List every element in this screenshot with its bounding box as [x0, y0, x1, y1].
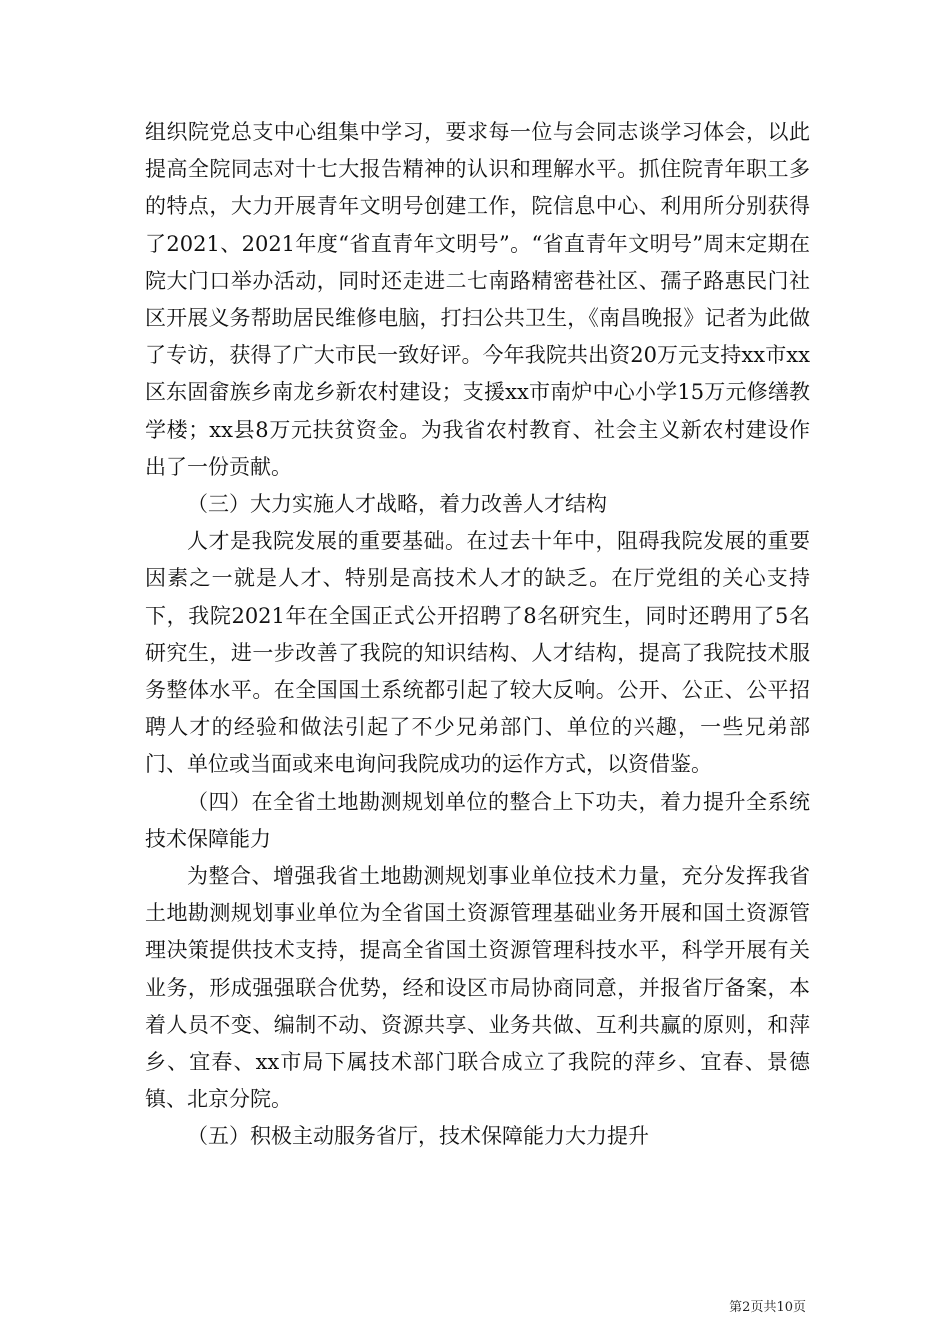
document-body — [145, 114, 810, 1156]
section-heading-three: （三）大力实施人才战略，着力改善人才结构 — [187, 492, 607, 517]
section-heading-four: （四）在全省土地勘测规划单位的整合上下功夫，着力提升全系统技术保障能力 — [145, 789, 810, 851]
page-number-footer: 第2页共10页 — [729, 1300, 806, 1315]
paragraph-integration: 为整合、增强我省土地勘测规划事业单位技术力量，充分发挥我省土地勘测规划事业单位为全省国土资源管理基础业务开展和国土资源管理决策提供技术支持，提高全省国土资源管理科技水平，科学开展有关业务，形成强强联合优势，经和设区市局协商同意，并报省厅备案，本着人员不变、编制不动、资源共享、业务共做、互利共赢的原则，和萍乡、宜春、xx市局下属技术部门联合成立了我院的萍乡、宜春、景德镇、北京分院。 — [145, 864, 810, 1112]
paragraph-continuation: 组织院党总支中心组集中学习，要求每一位与会同志谈学习体会，以此提高全院同志对十七大报告精神的认识和理解水平。抓住院青年职工多的特点，大力开展青年文明号创建工作，院信息中心、利用所分别获得了2021、2021年度“省直青年文明号”。“省直青年文明号”周末定期在院大门口举办活动，同时还走进二七南路精密巷社区、孺子路惠民门社区开展义务帮助居民维修电脑，打扫公共卫生，《南昌晚报》记者为此做了专访，获得了广大市民一致好评。今年我院共出资20万元支持xx市xx区东固畲族乡南龙乡新农村建设；支援xx市南炉中心小学15万元修缮教学楼；xx县8万元扶贫资金。为我省农村教育、社会主义新农村建设作出了一份贡献。 — [145, 120, 810, 479]
section-heading-five: （五）积极主动服务省厅，技术保障能力大力提升 — [187, 1124, 649, 1149]
paragraph-talent: 人才是我院发展的重要基础。在过去十年中，阻碍我院发展的重要因素之一就是人才、特别是高技术人才的缺乏。在厅党组的关心支持下，我院2021年在全国正式公开招聘了8名研究生，同时还聘用了5名研究生，进一步改善了我院的知识结构、人才结构，提高了我院技术服务整体水平。在全国国土系统都引起了较大反响。公开、公正、公平招聘人才的经验和做法引起了不少兄弟部门、单位的兴趣，一些兄弟部门、单位或当面或来电询问我院成功的运作方式，以资借鉴。 — [145, 529, 810, 777]
